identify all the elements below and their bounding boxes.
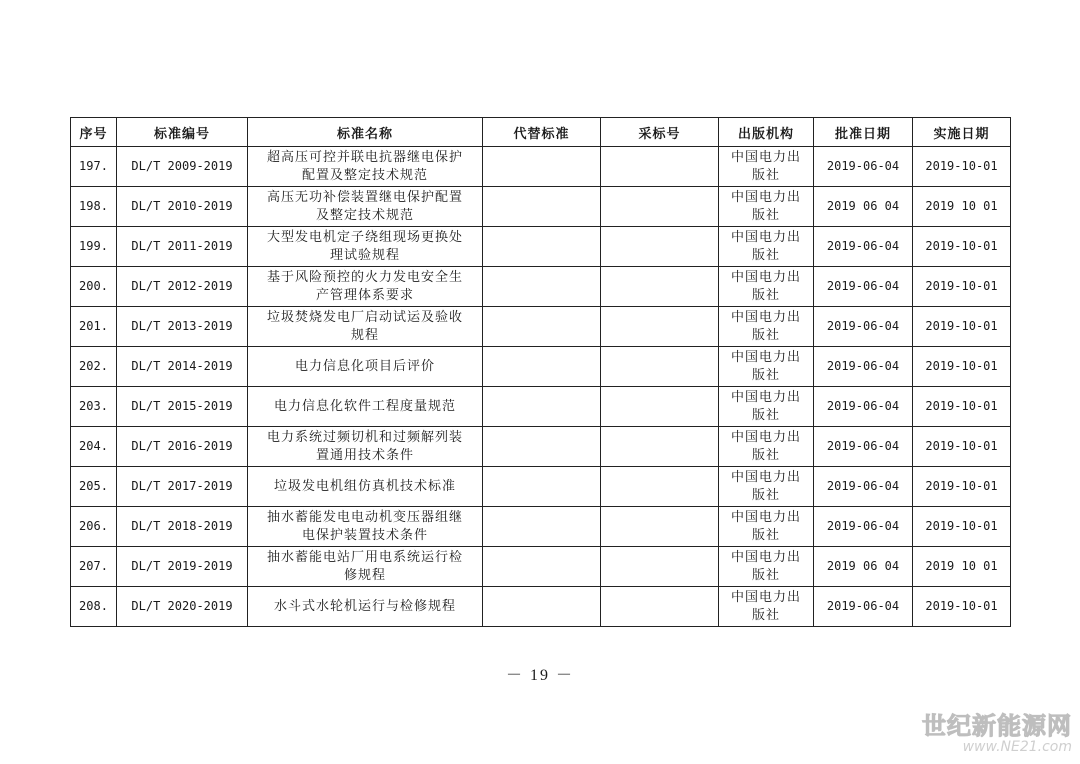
cell-approval-date: 2019-06-04	[814, 587, 913, 627]
cell-standard-name: 垃圾焚烧发电厂启动试运及验收规程	[248, 307, 483, 347]
table-row	[71, 307, 1011, 347]
cell-approval-date: 2019-06-04	[814, 307, 913, 347]
cell-publisher: 中国电力出版社	[719, 267, 814, 307]
cell-serial: 197.	[71, 147, 117, 187]
cell-standard-code: DL/T 2012-2019	[117, 267, 248, 307]
cell-effective-date: 2019-10-01	[913, 147, 1011, 187]
cell-publisher: 中国电力出版社	[719, 587, 814, 627]
cell-effective-date: 2019-10-01	[913, 507, 1011, 547]
cell-publisher: 中国电力出版社	[719, 147, 814, 187]
watermark-text: 世纪新能源网	[922, 712, 1072, 740]
cell-effective-date: 2019-10-01	[913, 427, 1011, 467]
cell-effective-date: 2019-10-01	[913, 307, 1011, 347]
cell-effective-date: 2019-10-01	[913, 227, 1011, 267]
cell-replaced-standard	[483, 507, 601, 547]
cell-serial: 199.	[71, 227, 117, 267]
table-row	[71, 147, 1011, 187]
cell-publisher: 中国电力出版社	[719, 507, 814, 547]
cell-standard-code: DL/T 2013-2019	[117, 307, 248, 347]
cell-approval-date: 2019-06-04	[814, 507, 913, 547]
cell-effective-date: 2019-10-01	[913, 387, 1011, 427]
table-row	[71, 387, 1011, 427]
cell-serial: 205.	[71, 467, 117, 507]
cell-replaced-standard	[483, 147, 601, 187]
cell-standard-name: 超高压可控并联电抗器继电保护配置及整定技术规范	[248, 147, 483, 187]
cell-replaced-standard	[483, 427, 601, 467]
cell-standard-code: DL/T 2020-2019	[117, 587, 248, 627]
cell-standard-code: DL/T 2019-2019	[117, 547, 248, 587]
table-row	[71, 427, 1011, 467]
header-standard-name: 标准名称	[248, 118, 483, 147]
cell-serial: 206.	[71, 507, 117, 547]
cell-adopted-standard	[601, 547, 719, 587]
cell-adopted-standard	[601, 147, 719, 187]
cell-adopted-standard	[601, 507, 719, 547]
cell-approval-date: 2019-06-04	[814, 227, 913, 267]
watermark-url: www.NE21.com	[962, 739, 1072, 755]
cell-publisher: 中国电力出版社	[719, 347, 814, 387]
cell-effective-date: 2019 10 01	[913, 547, 1011, 587]
table-body	[71, 147, 1011, 627]
cell-approval-date: 2019-06-04	[814, 467, 913, 507]
cell-approval-date: 2019-06-04	[814, 147, 913, 187]
header-serial: 序号	[71, 118, 117, 147]
cell-serial: 204.	[71, 427, 117, 467]
cell-adopted-standard	[601, 187, 719, 227]
cell-standard-code: DL/T 2016-2019	[117, 427, 248, 467]
cell-standard-code: DL/T 2011-2019	[117, 227, 248, 267]
cell-replaced-standard	[483, 387, 601, 427]
cell-publisher: 中国电力出版社	[719, 427, 814, 467]
cell-standard-name: 电力信息化软件工程度量规范	[248, 387, 483, 427]
cell-replaced-standard	[483, 547, 601, 587]
cell-effective-date: 2019-10-01	[913, 347, 1011, 387]
table-row	[71, 587, 1011, 627]
cell-replaced-standard	[483, 187, 601, 227]
cell-adopted-standard	[601, 427, 719, 467]
cell-adopted-standard	[601, 387, 719, 427]
cell-standard-code: DL/T 2014-2019	[117, 347, 248, 387]
cell-publisher: 中国电力出版社	[719, 467, 814, 507]
table-row	[71, 267, 1011, 307]
cell-approval-date: 2019-06-04	[814, 427, 913, 467]
header-replaced-standard: 代替标准	[483, 118, 601, 147]
cell-standard-code: DL/T 2010-2019	[117, 187, 248, 227]
cell-replaced-standard	[483, 467, 601, 507]
cell-publisher: 中国电力出版社	[719, 227, 814, 267]
cell-publisher: 中国电力出版社	[719, 187, 814, 227]
cell-effective-date: 2019-10-01	[913, 587, 1011, 627]
cell-adopted-standard	[601, 587, 719, 627]
cell-effective-date: 2019-10-01	[913, 467, 1011, 507]
cell-approval-date: 2019-06-04	[814, 347, 913, 387]
cell-effective-date: 2019 10 01	[913, 187, 1011, 227]
cell-serial: 200.	[71, 267, 117, 307]
cell-standard-name: 高压无功补偿装置继电保护配置及整定技术规范	[248, 187, 483, 227]
page-number: － 19 －	[505, 667, 574, 684]
cell-effective-date: 2019-10-01	[913, 267, 1011, 307]
cell-standard-name: 抽水蓄能电站厂用电系统运行检修规程	[248, 547, 483, 587]
cell-replaced-standard	[483, 267, 601, 307]
header-effective-date: 实施日期	[913, 118, 1011, 147]
table-row	[71, 507, 1011, 547]
cell-standard-code: DL/T 2018-2019	[117, 507, 248, 547]
cell-publisher: 中国电力出版社	[719, 547, 814, 587]
cell-standard-code: DL/T 2015-2019	[117, 387, 248, 427]
table-row	[71, 467, 1011, 507]
cell-standard-name: 垃圾发电机组仿真机技术标准	[248, 467, 483, 507]
table-row	[71, 187, 1011, 227]
cell-standard-name: 抽水蓄能发电电动机变压器组继电保护装置技术条件	[248, 507, 483, 547]
cell-serial: 198.	[71, 187, 117, 227]
standards-table	[70, 117, 1011, 627]
table-header-row	[71, 118, 1011, 147]
cell-publisher: 中国电力出版社	[719, 307, 814, 347]
cell-adopted-standard	[601, 467, 719, 507]
header-approval-date: 批准日期	[814, 118, 913, 147]
cell-approval-date: 2019 06 04	[814, 187, 913, 227]
header-publisher: 出版机构	[719, 118, 814, 147]
cell-adopted-standard	[601, 307, 719, 347]
header-adopted-standard: 采标号	[601, 118, 719, 147]
cell-replaced-standard	[483, 587, 601, 627]
cell-adopted-standard	[601, 267, 719, 307]
cell-standard-code: DL/T 2009-2019	[117, 147, 248, 187]
cell-approval-date: 2019-06-04	[814, 267, 913, 307]
watermark-logo	[922, 706, 1072, 758]
cell-serial: 202.	[71, 347, 117, 387]
cell-standard-name: 电力系统过频切机和过频解列装置通用技术条件	[248, 427, 483, 467]
table-row	[71, 347, 1011, 387]
cell-standard-name: 基于风险预控的火力发电安全生产管理体系要求	[248, 267, 483, 307]
cell-standard-name: 电力信息化项目后评价	[248, 347, 483, 387]
cell-replaced-standard	[483, 227, 601, 267]
cell-adopted-standard	[601, 347, 719, 387]
cell-serial: 208.	[71, 587, 117, 627]
cell-replaced-standard	[483, 347, 601, 387]
cell-serial: 203.	[71, 387, 117, 427]
header-standard-code: 标准编号	[117, 118, 248, 147]
cell-approval-date: 2019 06 04	[814, 547, 913, 587]
table-row	[71, 227, 1011, 267]
cell-standard-name: 大型发电机定子绕组现场更换处理试验规程	[248, 227, 483, 267]
table-row	[71, 547, 1011, 587]
cell-serial: 201.	[71, 307, 117, 347]
cell-publisher: 中国电力出版社	[719, 387, 814, 427]
cell-approval-date: 2019-06-04	[814, 387, 913, 427]
cell-serial: 207.	[71, 547, 117, 587]
cell-standard-name: 水斗式水轮机运行与检修规程	[248, 587, 483, 627]
cell-standard-code: DL/T 2017-2019	[117, 467, 248, 507]
cell-replaced-standard	[483, 307, 601, 347]
cell-adopted-standard	[601, 227, 719, 267]
